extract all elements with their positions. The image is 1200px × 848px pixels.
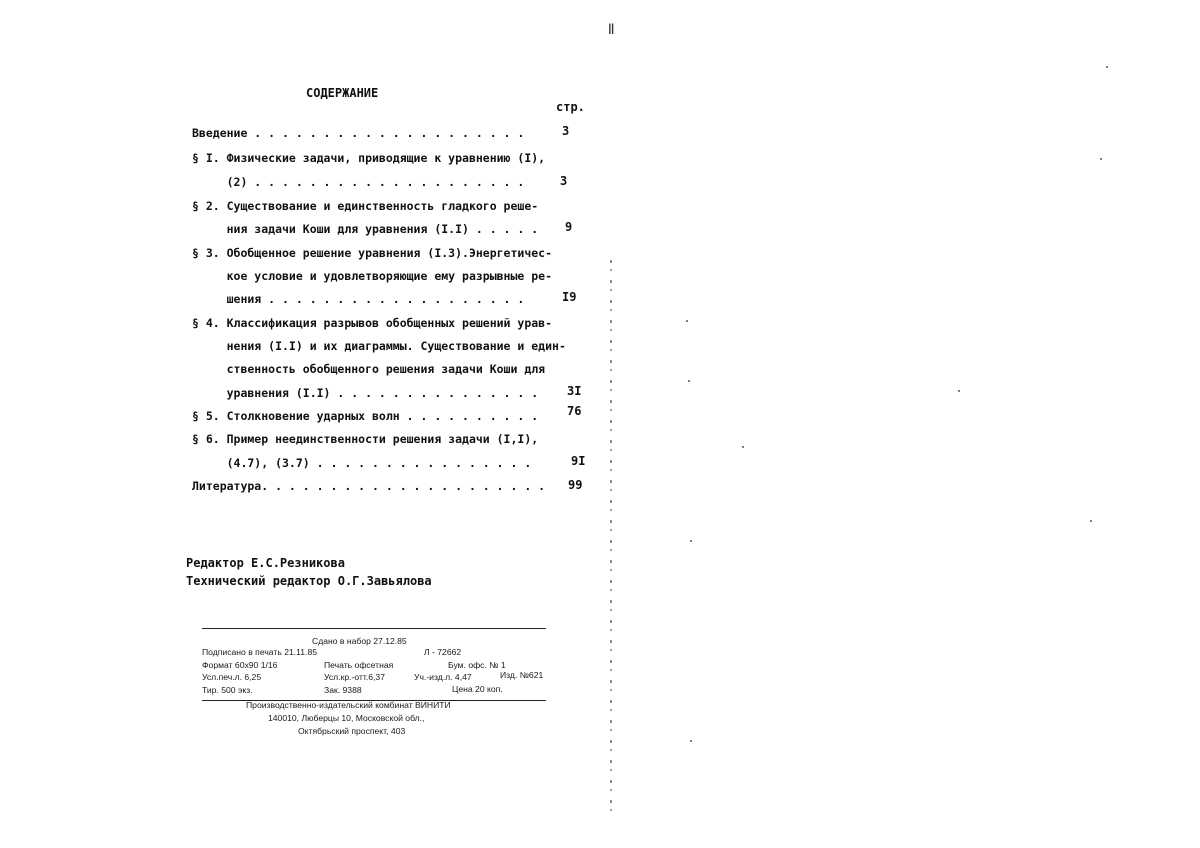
imprint-publisher-address: 140010, Люберцы 10, Московской обл.,: [268, 713, 425, 723]
imprint-format: Формат 60x90 1/16: [202, 660, 278, 670]
imprint-print-type: Печать офсетная: [324, 660, 394, 670]
page-fold-gutter: [610, 260, 612, 820]
imprint-color-prints: Усл.кр.-отт.6,37: [324, 672, 385, 682]
imprint-paper: Бум. офс. № 1: [448, 660, 506, 670]
imprint-price: Цена 20 коп.: [452, 684, 503, 694]
scan-speck: [690, 540, 692, 542]
toc-entry-section-6-cont: (4.7), (3.7) . . . . . . . . . . . . . . . .: [192, 456, 532, 470]
imprint-sent-to-set: Сдано в набор 27.12.85: [312, 636, 407, 646]
toc-entry-section-6: § 6. Пример неединственности решения задачи (I,I),: [192, 432, 539, 446]
imprint-publisher-street: Октябрьский проспект, 403: [298, 726, 406, 736]
toc-entry-section-3: § 3. Обобщенное решение уравнения (I.3).Энергетичес-: [192, 246, 553, 260]
page-column-label: стр.: [556, 100, 585, 114]
scan-speck: [958, 390, 960, 392]
scan-speck: [1090, 520, 1092, 522]
toc-entry-section-3-cont: шения . . . . . . . . . . . . . . . . . . .: [192, 292, 525, 306]
imprint-print-sheets: Усл.печ.л. 6,25: [202, 672, 262, 682]
toc-page-number: 9: [565, 220, 573, 234]
imprint-run: Тир. 500 экз.: [202, 685, 253, 695]
toc-entry-introduction: Введение . . . . . . . . . . . . . . . . . . . .: [192, 126, 525, 140]
toc-entry-section-4-cont: уравнения (I.I) . . . . . . . . . . . . . . .: [192, 386, 539, 400]
toc-page-number: 3I: [567, 384, 582, 398]
imprint-pub-number: Изд. №621: [500, 670, 544, 680]
binding-mark: ǁ: [607, 22, 616, 38]
toc-page-number: 76: [567, 404, 582, 418]
imprint-license: Л - 72662: [424, 647, 462, 657]
toc-entry-section-3-cont: кое условие и удовлетворяющие ему разрывные ре-: [192, 269, 553, 283]
toc-title: СОДЕРЖАНИЕ: [306, 86, 379, 100]
scan-speck: [1106, 66, 1108, 68]
scan-speck: [742, 446, 744, 448]
toc-entry-section-1: § I. Физические задачи, приводящие к уравнению (I),: [192, 151, 546, 165]
tech-editor-credit: Технический редактор О.Г.Завьялова: [186, 574, 432, 588]
editor-credit: Редактор Е.С.Резникова: [186, 556, 345, 570]
scan-speck: [1100, 158, 1102, 160]
toc-entry-literature: Литература. . . . . . . . . . . . . . . . . . . . .: [192, 479, 546, 493]
toc-page-number: 3: [560, 174, 568, 188]
scan-speck: [686, 320, 688, 322]
toc-page-number: I9: [562, 290, 577, 304]
scan-speck: [690, 740, 692, 742]
toc-entry-section-4-cont: ственность обобщенного решения задачи Коши для: [192, 362, 546, 376]
scan-speck: [688, 380, 690, 382]
toc-entry-section-4-cont: нения (I.I) и их диаграммы. Существование и един-: [192, 339, 566, 353]
imprint-pub-sheets: Уч.-изд.л. 4,47: [414, 672, 472, 682]
imprint-top-rule: [202, 628, 546, 629]
toc-page-number: 3: [562, 124, 570, 138]
toc-entry-section-2: § 2. Существование и единственность гладкого реше-: [192, 199, 539, 213]
imprint-order: Зак. 9388: [324, 685, 362, 695]
toc-page-number: 9I: [571, 454, 586, 468]
toc-page-number: 99: [568, 478, 583, 492]
toc-entry-section-5: § 5. Столкновение ударных волн . . . . . . . . . .: [192, 409, 539, 423]
toc-entry-section-4: § 4. Классификация разрывов обобщенных решений урав-: [192, 316, 553, 330]
imprint-publisher-name: Производственно-издательский комбинат ВИНИТИ: [246, 700, 451, 710]
toc-entry-section-2-cont: ния задачи Коши для уравнения (I.I) . . . . .: [192, 222, 539, 236]
imprint-signed: Подписано в печать 21.11.85: [202, 647, 318, 657]
toc-entry-section-1-cont: (2) . . . . . . . . . . . . . . . . . . . .: [192, 175, 525, 189]
